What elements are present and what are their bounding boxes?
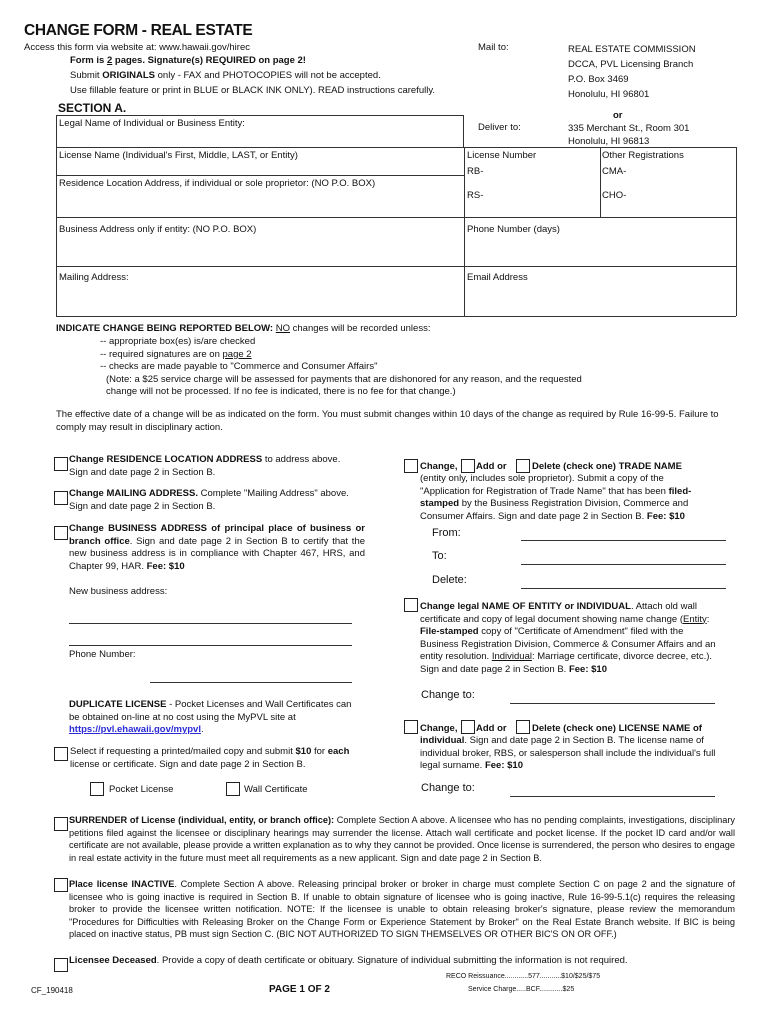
license-name-text: individual. Sign and date page 2 in Section B. The license name of individual broker, RBS, or salesperson shall include the individual's full legal surname. Fee: $10	[420, 735, 716, 771]
license-number-label: License Number	[467, 150, 537, 161]
grid-row3	[56, 217, 736, 218]
business-change-text: Change BUSINESS ADDRESS of principal place of business or branch office. Sign and date page 2 in Section B to certify that the new business address is in compliance with Chapter 467, HRS, and Chapter 99, HAR. Fee: $10	[69, 523, 366, 572]
reco-fee: RECO Reissuance............577...........$10/$25/$75	[446, 973, 601, 980]
to-line[interactable]	[521, 564, 726, 565]
residence-change-text: Change RESIDENCE LOCATION ADDRESS to address above. Sign and date page 2 in Section B.	[69, 454, 341, 478]
section-a-heading: SECTION A.	[58, 101, 127, 115]
pocket-license-checkbox[interactable]	[90, 782, 104, 796]
license-name-delete-checkbox[interactable]	[516, 720, 530, 734]
email-address-field[interactable]: Email Address	[467, 272, 528, 283]
form-code: CF_190418	[31, 986, 73, 995]
trade-delete-checkbox[interactable]	[516, 459, 530, 473]
from-line[interactable]	[521, 540, 726, 541]
trade-change-checkbox[interactable]	[404, 459, 418, 473]
mail-to-label: Mail to:	[478, 42, 509, 53]
or-label: or	[613, 110, 623, 121]
wall-certificate-label: Wall Certificate	[244, 784, 308, 795]
deliver-address: 335 Merchant St., Room 301 Honolulu, HI 96813	[568, 123, 690, 147]
surrender-text: SURRENDER of License (individual, entity, or branch office): Complete Section A above. A licensee who has no pending complaints, investigations, disciplinary petitions filed against the licensee or disciplinary hearings may surrender the license. Attach wall certificate and pocket license. If the pocket ID card and/or wall certificate are not available, please provide a written explanation as to why they cannot be provided. Once license is surrendered, the person who desires to engage in real estate activity in the future must meet all requirements as a new applicant. Sign and date page 2 in Section B.	[69, 815, 735, 863]
grid-bottom	[56, 316, 736, 317]
legal-name-change-checkbox[interactable]	[404, 598, 418, 612]
cma-field[interactable]: CMA-	[602, 166, 627, 177]
license-name-add-checkbox[interactable]	[461, 720, 475, 734]
indicate-heading: INDICATE CHANGE BEING REPORTED BELOW: NO changes will be recorded unless:	[56, 323, 431, 334]
access-note: Access this form via website at: www.hawaii.gov/hirec	[24, 42, 250, 53]
grid-legal-right	[463, 115, 464, 147]
legal-name-field[interactable]: Legal Name of Individual or Business Entity:	[59, 118, 245, 129]
from-label: From:	[432, 527, 461, 539]
delete-label: Delete:	[432, 574, 467, 586]
printed-copy-checkbox[interactable]	[54, 747, 68, 761]
effective-date-note: The effective date of a change will be as indicated on the form. You must submit changes within 10 days of the change as required by Rule 16-99-5. Failure to comply may result in disciplinary action.	[56, 409, 719, 433]
trade-name-heading: Delete (check one) TRADE NAME	[532, 461, 682, 472]
delete-line[interactable]	[521, 588, 726, 589]
mailing-change-checkbox[interactable]	[54, 491, 68, 505]
new-business-address-line-2[interactable]	[69, 645, 352, 646]
inactive-text: Place license INACTIVE. Complete Section A above. Releasing principal broker or broker in charge must complete Section C on page 2 and the signature of licensee who is going inactive is required in Section B. If unable to obtain signature of licensee who is going inactive, Rule 16-99-5.1(c) requires the releasing broker to provide the licensee written notification. NOTE: If the licensee is unable to obtain releasing broker's signature, please review the memorandum "Procedures for Difficulties with Releasing Broker on the Change Form or Experience Statement by Broker" on the Real Estate Branch website. If BIC is being placed on inactive status, PB must sign Section C. (BIC NOT AUTHORIZED TO SIGN THEMSELVES OR OTHER BIC'S ON OR OFF.)	[69, 879, 735, 939]
rb-field[interactable]: RB-	[467, 166, 484, 177]
deceased-text: Licensee Deceased. Provide a copy of death certificate or obituary. Signature of individual submitting the information is not required.	[69, 955, 628, 966]
license-name-heading: Delete (check one) LICENSE NAME of	[532, 723, 702, 734]
service-charge: Service Charge.....BCF............$25	[468, 986, 575, 993]
surrender-checkbox[interactable]	[54, 817, 68, 831]
mail-address: REAL ESTATE COMMISSION DCCA, PVL Licensing Branch P.O. Box 3469 Honolulu, HI 96801	[568, 44, 696, 100]
business-address-field[interactable]: Business Address only if entity: (NO P.O. BOX)	[59, 224, 257, 235]
legal-change-to-line[interactable]	[510, 703, 715, 704]
license-name-change-checkbox[interactable]	[404, 720, 418, 734]
trade-add-checkbox[interactable]	[461, 459, 475, 473]
grid-row4	[56, 266, 736, 267]
license-change-to-line[interactable]	[510, 796, 715, 797]
license-change-to-label: Change to:	[421, 782, 475, 794]
new-business-address-label: New business address:	[69, 586, 168, 597]
phone-number-field[interactable]: Phone Number (days)	[467, 224, 560, 235]
license-name-add-label: Add or	[476, 723, 507, 734]
trade-change-label: Change,	[420, 461, 458, 472]
grid-left	[56, 115, 57, 316]
rs-field[interactable]: RS-	[467, 190, 484, 201]
printed-copy-text: Select if requesting a printed/mailed copy and submit $10 for each license or certificate. Sign and date page 2 in Section B.	[70, 746, 350, 770]
mypvl-link[interactable]: https://pvl.ehawaii.gov/mypvl	[69, 724, 201, 735]
cho-field[interactable]: CHO-	[602, 190, 627, 201]
grid-other	[600, 147, 601, 217]
business-change-checkbox[interactable]	[54, 526, 68, 540]
grid-mid	[464, 147, 465, 316]
legal-name-change-text: Change legal NAME OF ENTITY or INDIVIDUAL. Attach old wall certificate and copy of legal document showing name change (Entity: File-stamped copy of "Certificate of Amendment" filed with the Business Registration Division, Commerce & Consumer Affairs and an entity resolution. Individual: Marriage certificate, divorce decree, etc.). Sign and date page 2 in Section B. Fee: $10	[420, 601, 716, 675]
deliver-label: Deliver to:	[478, 122, 521, 133]
phone-number-label: Phone Number:	[69, 649, 136, 660]
trade-add-label: Add or	[476, 461, 507, 472]
mailing-address-field[interactable]: Mailing Address:	[59, 272, 129, 283]
submit-note: Submit ORIGINALS only - FAX and PHOTOCOPIES will not be accepted.	[70, 70, 381, 81]
fillable-note: Use fillable feature or print in BLUE or BLACK INK ONLY). READ instructions carefully.	[70, 85, 436, 96]
indicate-conditions: -- appropriate box(es) is/are checked -- required signatures are on page 2 -- checks are made payable to "Commerce and Consumer Affairs" (Note: a $25 service charge will be assessed for payments that are dishonored for any reason, and the requested change will not be processed. If no fee is indicated, there is no fee for that change.)	[100, 336, 582, 397]
to-label: To:	[432, 550, 447, 562]
mailing-change-text: Change MAILING ADDRESS. Complete "Mailing Address" above. Sign and date page 2 in Section B.	[69, 488, 349, 512]
license-name-change-label: Change,	[420, 723, 458, 734]
pocket-license-label: Pocket License	[109, 784, 174, 795]
pages-note: Form is 2 pages. Signature(s) REQUIRED on page 2!	[70, 55, 306, 66]
grid-top	[56, 115, 463, 116]
grid-right	[736, 147, 737, 316]
residence-address-field[interactable]: Residence Location Address, if individual or sole proprietor: (NO P.O. BOX)	[59, 178, 376, 189]
wall-certificate-checkbox[interactable]	[226, 782, 240, 796]
new-business-address-line-1[interactable]	[69, 623, 352, 624]
grid-row1	[56, 147, 736, 148]
other-registrations-label: Other Registrations	[602, 150, 684, 161]
phone-number-line[interactable]	[150, 682, 352, 683]
page-number: PAGE 1 OF 2	[269, 984, 330, 995]
inactive-checkbox[interactable]	[54, 878, 68, 892]
grid-row2	[56, 175, 464, 176]
trade-name-text: (entity only, includes sole proprietor). Submit a copy of the "Application for Registration of Trade Name" that has been filed-stamped by the Business Registration Division, Commerce and Consumer Affairs. Sign and date page 2 in Section B. Fee: $10	[420, 473, 692, 522]
form-title: CHANGE FORM - REAL ESTATE	[24, 22, 253, 39]
residence-change-checkbox[interactable]	[54, 457, 68, 471]
deceased-checkbox[interactable]	[54, 958, 68, 972]
legal-change-to-label: Change to:	[421, 689, 475, 701]
license-name-field[interactable]: License Name (Individual's First, Middle, LAST, or Entity)	[59, 150, 298, 161]
duplicate-license-text: DUPLICATE LICENSE - Pocket Licenses and Wall Certificates can be obtained on-line at no cost using the MyPVL site at https://pvl.ehawaii.gov/mypvl.	[69, 699, 352, 735]
